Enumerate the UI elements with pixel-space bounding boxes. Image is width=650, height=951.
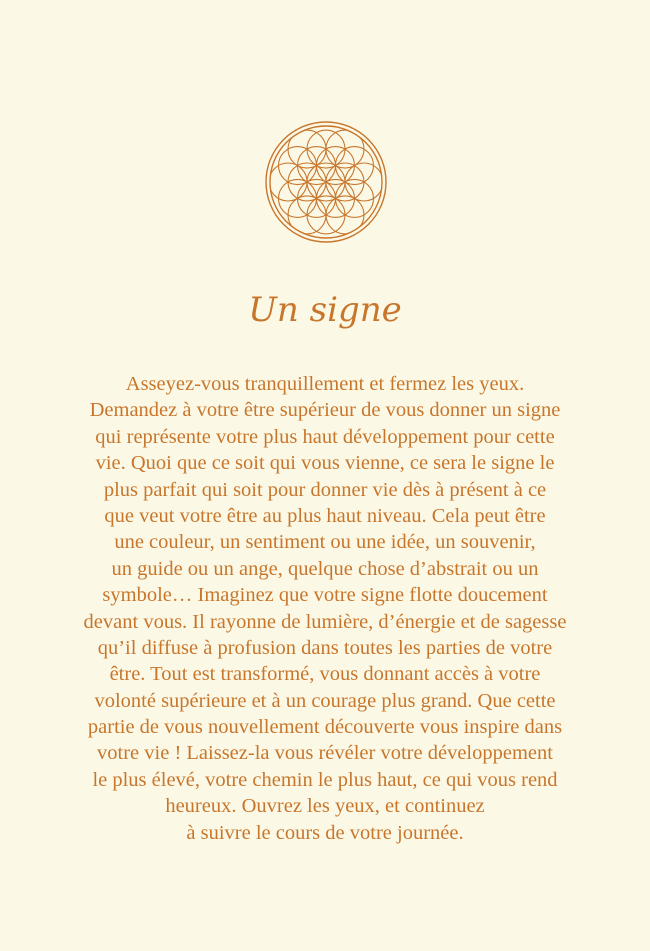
flower-of-life-icon	[264, 120, 388, 244]
body-line: être. Tout est transformé, vous donnant accès à votre	[109, 663, 541, 686]
body-line: heureux. Ouvrez les yeux, et continuez	[165, 795, 485, 818]
body-line: volonté supérieure et à un courage plus grand. Que cette	[94, 689, 556, 712]
body-line: que veut votre être au plus haut niveau. Cela peut être	[104, 504, 546, 527]
body-line: Demandez à votre être supérieur de vous donner un signe	[89, 399, 561, 422]
body-line: une couleur, un sentiment ou une idée, un souvenir,	[114, 531, 536, 554]
body-line: symbole… Imaginez que votre signe flotte doucement	[102, 584, 548, 607]
body-line: qu’il diffuse à profusion dans toutes les parties de votre	[97, 636, 553, 659]
body-line: le plus élevé, votre chemin le plus haut, ce qui vous rend	[92, 768, 558, 791]
body-line: Asseyez-vous tranquillement et fermez les yeux.	[125, 373, 525, 395]
body-line: un guide ou un ange, quelque chose d’abstrait ou un	[111, 557, 539, 580]
body-line: devant vous. Il rayonne de lumière, d’énergie et de sagesse	[83, 610, 567, 633]
body-line: partie de vous nouvellement découverte vous inspire dans	[87, 716, 563, 739]
card-body-text	[30, 371, 620, 846]
body-line: votre vie ! Laissez-la vous révéler votre développement	[97, 742, 553, 765]
card-title: Un signe	[248, 290, 402, 330]
body-line: à suivre le cours de votre journée.	[186, 821, 464, 844]
body-line: plus parfait qui soit pour donner vie dès à présent à ce	[103, 478, 547, 501]
body-line: vie. Quoi que ce soit qui vous vienne, ce sera le signe le	[95, 452, 555, 475]
body-line: qui représente votre plus haut développement pour cette	[95, 425, 555, 448]
